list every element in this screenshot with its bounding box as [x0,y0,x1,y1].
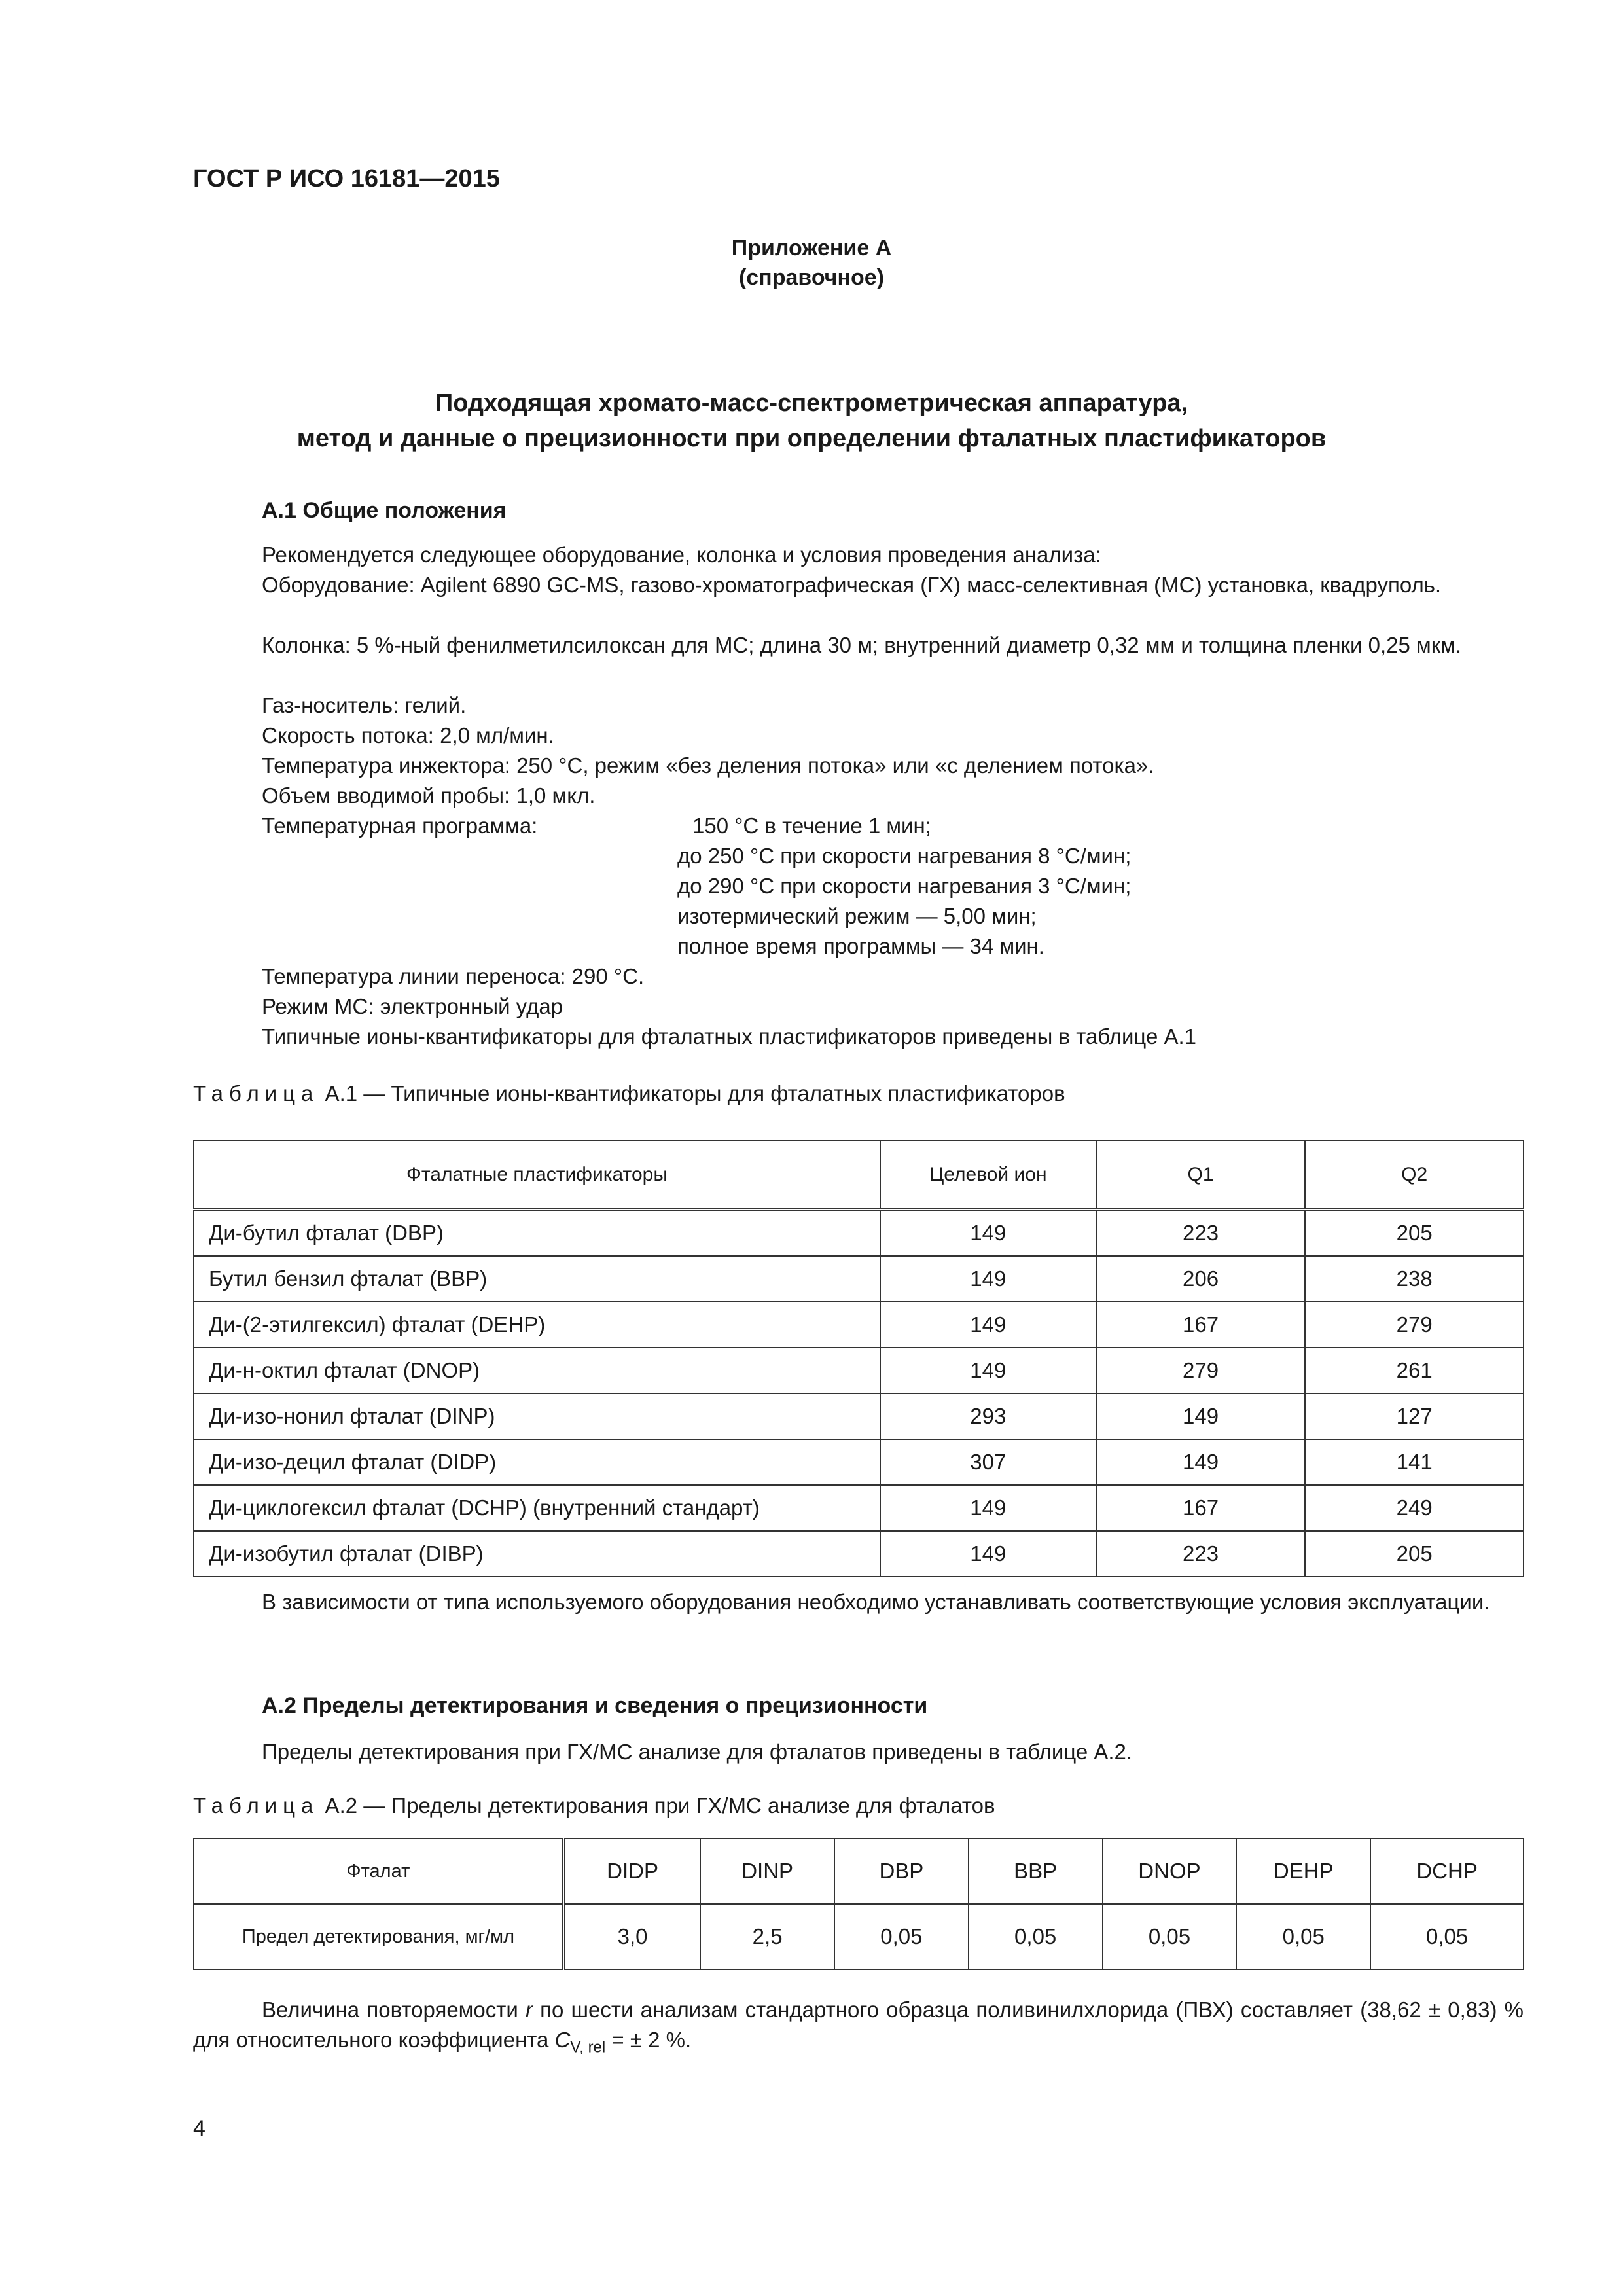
a1-transfer-line: Температура линии переноса: 290 °С. [262,964,645,988]
table-cell: 249 [1305,1485,1524,1531]
table-cell: 206 [1096,1256,1306,1302]
program-step: полное время программы — 34 мин. [677,934,1044,958]
caption-rest: А.2 — Пределы детектирования при ГХ/МС анализе для фталатов [319,1793,995,1818]
document-id: ГОСТ Р ИСО 16181—2015 [193,165,500,192]
table-cell: 127 [1305,1393,1524,1439]
cv-symbol: C [554,2028,571,2052]
a1-column: Колонка: 5 %-ный фенилметилсилоксан для МС; длина 30 м; внутренний диаметр 0,32 мм и толщина пленки 0,25 мкм. [262,633,1462,657]
table-cell: 293 [880,1393,1096,1439]
table-a2 [193,1838,1524,1970]
table-cell: 0,05 [1103,1904,1237,1969]
header-cell: Целевой ион [880,1141,1096,1210]
repeatability-part2: по шести анализам стандартного образца поливинилхлорида (ПВХ) составляет (38,62 ± 0,83) % для относительного коэффициента [193,1998,1524,2052]
table-row [194,1531,1524,1577]
table-cell: 167 [1096,1302,1306,1348]
table-row [194,1210,1524,1257]
table-cell: Ди-изо-нонил фталат (DINP) [194,1393,880,1439]
header-cell: Q1 [1096,1141,1306,1210]
table-row-label: Предел детектирования, мг/мл [194,1904,563,1969]
table-cell: 149 [880,1210,1096,1257]
header-cell: Q2 [1305,1141,1524,1210]
program-step: изотермический режим — 5,00 мин; [677,904,1037,928]
table-cell: Ди-циклогексил фталат (DCHP) (внутренний стандарт) [194,1485,880,1531]
table-cell: Ди-(2-этилгексил) фталат (DEHP) [194,1302,880,1348]
table-cell: 149 [880,1485,1096,1531]
header-cell: DINP [700,1839,834,1904]
table-header-row [194,1141,1524,1210]
header-cell: DEHP [1236,1839,1370,1904]
table-cell: 0,05 [1236,1904,1370,1969]
page-number: 4 [193,2116,205,2141]
header-cell: DBP [834,1839,969,1904]
header-cell: DIDP [563,1839,700,1904]
repeatability-part1: Величина повторяемости [262,1998,526,2022]
program-step: 150 °С в течение 1 мин; [692,814,931,838]
header-cell: DCHP [1370,1839,1524,1904]
table-cell: 2,5 [700,1904,834,1969]
table-cell: 141 [1305,1439,1524,1485]
appendix-subtitle: (справочное) [738,265,885,290]
cv-subscript: V, rel [570,2038,606,2056]
table-cell: 149 [880,1302,1096,1348]
table-header-row [194,1839,1524,1904]
table-a1-caption [193,1081,1065,1106]
table-cell: 205 [1305,1210,1524,1257]
a1-injection-volume: Объем вводимой пробы: 1,0 мкл. [262,783,596,808]
table-cell: 238 [1305,1256,1524,1302]
table-cell: 149 [1096,1439,1306,1485]
table-cell: 149 [1096,1393,1306,1439]
table-cell: 223 [1096,1210,1306,1257]
section-a1-heading: А.1 Общие положения [262,498,507,523]
table-cell: 3,0 [563,1904,700,1969]
table-cell: Ди-н-октил фталат (DNOP) [194,1348,880,1393]
a1-equipment: Оборудование: Agilent 6890 GC-MS, газово-хроматографическая (ГХ) масс-селективная (МС) установка, квадруполь. [262,573,1442,597]
table-row [194,1256,1524,1302]
table-cell: Ди-изо-децил фталат (DIDP) [194,1439,880,1485]
after-table-a1-text: В зависимости от типа используемого оборудования необходимо устанавливать соответствующие условия эксплуатации. [262,1590,1490,1614]
table-cell: 279 [1305,1302,1524,1348]
table-cell: 223 [1096,1531,1306,1577]
header-cell: Фталатные пластификаторы [194,1141,880,1210]
caption-word: Таблица [193,1081,319,1105]
repeatability-symbol-r: r [525,1998,533,2022]
table-row [194,1485,1524,1531]
caption-word: Таблица [193,1793,319,1818]
header-cell: DNOP [1103,1839,1237,1904]
caption-rest: А.1 — Типичные ионы-квантификаторы для фталатных пластификаторов [319,1081,1065,1105]
a1-ions-note: Типичные ионы-квантификаторы для фталатных пластификаторов приведены в таблице А.1 [262,1024,1196,1049]
table-cell: 149 [880,1531,1096,1577]
header-cell: BBP [969,1839,1103,1904]
program-step: до 290 °С при скорости нагревания 3 °С/мин; [677,874,1132,898]
table-cell: 167 [1096,1485,1306,1531]
program-step: до 250 °С при скорости нагревания 8 °С/мин; [677,844,1132,868]
table-cell: 279 [1096,1348,1306,1393]
table-cell: 0,05 [834,1904,969,1969]
table-cell: 0,05 [969,1904,1103,1969]
table-cell: 149 [880,1348,1096,1393]
a2-intro: Пределы детектирования при ГХ/МС анализе для фталатов приведены в таблице А.2. [262,1740,1133,1764]
table-cell: 307 [880,1439,1096,1485]
table-row [194,1348,1524,1393]
table-row [194,1393,1524,1439]
appendix-title: Приложение А [731,236,892,260]
table-a2-caption [193,1793,995,1818]
table-row [194,1439,1524,1485]
section-a2-heading: А.2 Пределы детектирования и сведения о прецизионности [262,1693,928,1718]
a1-program-label: Температурная программа: [262,814,538,838]
table-row [194,1904,1524,1969]
table-cell: Ди-бутил фталат (DBP) [194,1210,880,1257]
table-cell: Бутил бензил фталат (BBP) [194,1256,880,1302]
table-cell: 205 [1305,1531,1524,1577]
table-cell: 0,05 [1370,1904,1524,1969]
a1-intro: Рекомендуется следующее оборудование, колонка и условия проведения анализа: [262,543,1101,567]
main-title-line2: метод и данные о прецизионности при определении фталатных пластификаторов [296,425,1327,452]
repeatability-text [193,1995,1524,2063]
table-cell: 149 [880,1256,1096,1302]
table-row [194,1302,1524,1348]
a1-ms-mode: Режим МС: электронный удар [262,994,563,1018]
a1-carrier-gas: Газ-носитель: гелий. [262,693,467,717]
a1-injector-temp: Температура инжектора: 250 °С, режим «без деления потока» или «с делением потока». [262,753,1154,778]
table-a1 [193,1140,1524,1577]
a1-flow-rate: Скорость потока: 2,0 мл/мин. [262,723,554,747]
table-cell: Ди-изобутил фталат (DIBP) [194,1531,880,1577]
repeatability-part3: = ± 2 %. [605,2028,692,2052]
table-cell: 261 [1305,1348,1524,1393]
table-row-label: Фталат [194,1839,563,1904]
main-title-line1: Подходящая хромато-масс-спектрометрическая аппаратура, [435,389,1188,417]
